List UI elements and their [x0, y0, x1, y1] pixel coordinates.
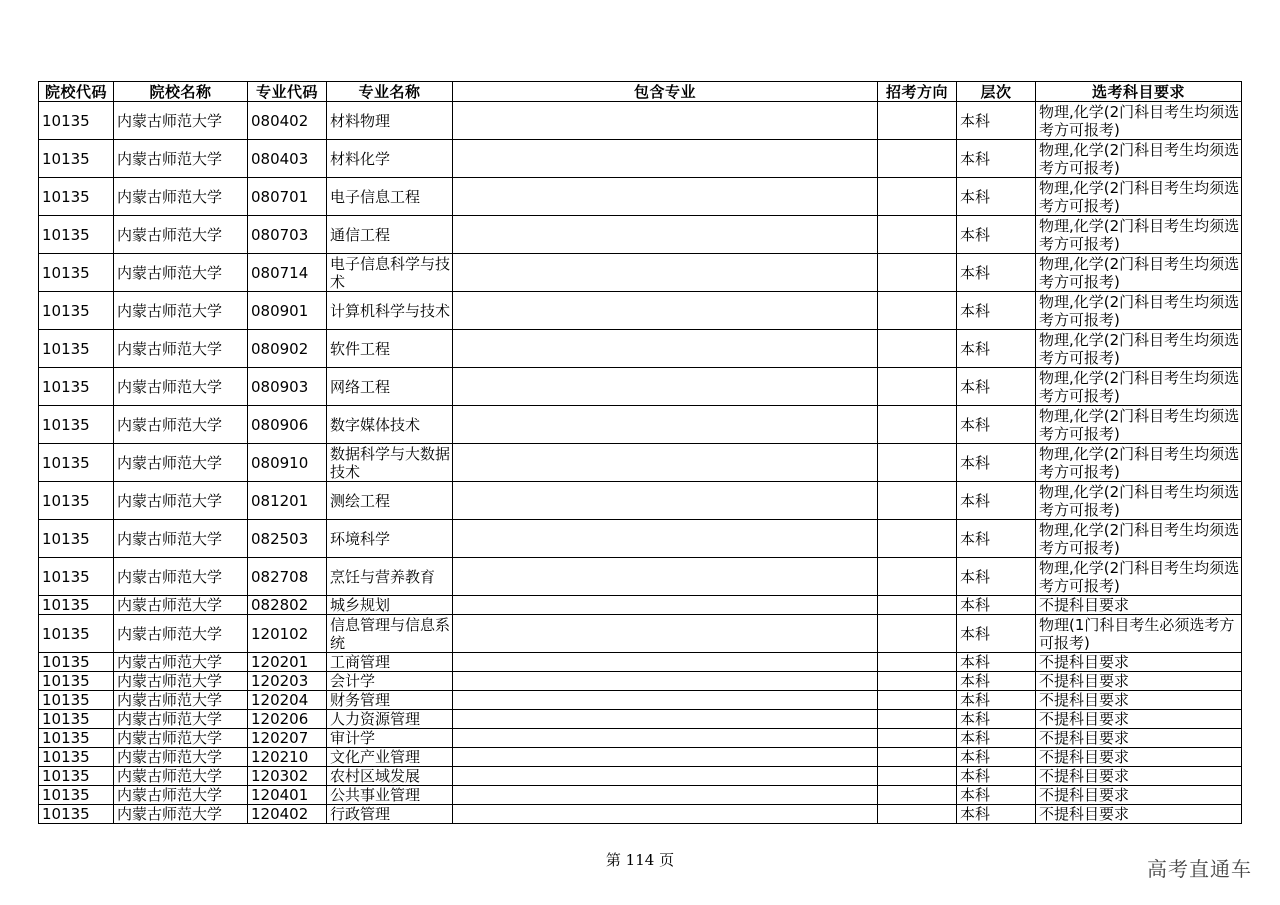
cell-direction	[878, 216, 957, 254]
cell-school-code: 10135	[39, 482, 114, 520]
header-school-name: 院校名称	[114, 82, 248, 102]
cell-subject-requirement: 物理,化学(2门科目考生均须选考方可报考)	[1036, 178, 1242, 216]
cell-subject-requirement: 物理,化学(2门科目考生均须选考方可报考)	[1036, 102, 1242, 140]
cell-major-name: 公共事业管理	[327, 786, 453, 805]
cell-school-name: 内蒙古师范大学	[114, 748, 248, 767]
cell-level: 本科	[957, 216, 1036, 254]
header-subject-requirement: 选考科目要求	[1036, 82, 1242, 102]
cell-school-name: 内蒙古师范大学	[114, 615, 248, 653]
cell-level: 本科	[957, 254, 1036, 292]
header-level: 层次	[957, 82, 1036, 102]
cell-major-name: 工商管理	[327, 653, 453, 672]
cell-school-name: 内蒙古师范大学	[114, 254, 248, 292]
cell-subject-requirement: 物理(1门科目考生必须选考方可报考)	[1036, 615, 1242, 653]
cell-direction	[878, 292, 957, 330]
cell-school-name: 内蒙古师范大学	[114, 102, 248, 140]
table-row	[39, 102, 1242, 140]
cell-school-code: 10135	[39, 292, 114, 330]
table-row	[39, 748, 1242, 767]
cell-direction	[878, 140, 957, 178]
cell-major-code: 120207	[248, 729, 327, 748]
cell-subject-requirement: 物理,化学(2门科目考生均须选考方可报考)	[1036, 482, 1242, 520]
cell-school-code: 10135	[39, 786, 114, 805]
cell-major-code: 080910	[248, 444, 327, 482]
cell-subject-requirement: 不提科目要求	[1036, 710, 1242, 729]
cell-subject-requirement: 物理,化学(2门科目考生均须选考方可报考)	[1036, 558, 1242, 596]
cell-school-code: 10135	[39, 615, 114, 653]
cell-school-code: 10135	[39, 805, 114, 824]
cell-school-code: 10135	[39, 710, 114, 729]
cell-direction	[878, 254, 957, 292]
cell-subject-requirement: 不提科目要求	[1036, 691, 1242, 710]
table-row	[39, 444, 1242, 482]
cell-major-name: 财务管理	[327, 691, 453, 710]
table-row	[39, 653, 1242, 672]
cell-major-code: 120203	[248, 672, 327, 691]
cell-level: 本科	[957, 672, 1036, 691]
cell-direction	[878, 615, 957, 653]
cell-subject-requirement: 物理,化学(2门科目考生均须选考方可报考)	[1036, 216, 1242, 254]
cell-subject-requirement: 物理,化学(2门科目考生均须选考方可报考)	[1036, 520, 1242, 558]
cell-major-code: 120204	[248, 691, 327, 710]
cell-direction	[878, 786, 957, 805]
cell-major-code: 120210	[248, 748, 327, 767]
cell-school-name: 内蒙古师范大学	[114, 406, 248, 444]
header-school-code: 院校代码	[39, 82, 114, 102]
cell-direction	[878, 558, 957, 596]
cell-major-code: 080701	[248, 178, 327, 216]
cell-level: 本科	[957, 710, 1036, 729]
cell-major-name: 审计学	[327, 729, 453, 748]
cell-included-majors	[453, 615, 878, 653]
cell-school-name: 内蒙古师范大学	[114, 520, 248, 558]
cell-direction	[878, 368, 957, 406]
cell-school-code: 10135	[39, 368, 114, 406]
cell-direction	[878, 805, 957, 824]
admission-table	[38, 81, 1242, 824]
cell-subject-requirement: 物理,化学(2门科目考生均须选考方可报考)	[1036, 330, 1242, 368]
cell-level: 本科	[957, 615, 1036, 653]
cell-major-code: 080714	[248, 254, 327, 292]
cell-major-name: 网络工程	[327, 368, 453, 406]
cell-school-code: 10135	[39, 254, 114, 292]
cell-included-majors	[453, 254, 878, 292]
cell-direction	[878, 691, 957, 710]
cell-direction	[878, 653, 957, 672]
watermark-logo-text: 高考直通车	[1147, 857, 1252, 881]
cell-school-name: 内蒙古师范大学	[114, 805, 248, 824]
cell-direction	[878, 330, 957, 368]
cell-major-name: 材料物理	[327, 102, 453, 140]
cell-included-majors	[453, 406, 878, 444]
cell-included-majors	[453, 520, 878, 558]
table-row	[39, 140, 1242, 178]
cell-included-majors	[453, 292, 878, 330]
cell-major-code: 080901	[248, 292, 327, 330]
header-major-name: 专业名称	[327, 82, 453, 102]
cell-major-name: 电子信息工程	[327, 178, 453, 216]
cell-major-name: 材料化学	[327, 140, 453, 178]
cell-school-name: 内蒙古师范大学	[114, 691, 248, 710]
cell-major-name: 数字媒体技术	[327, 406, 453, 444]
cell-subject-requirement: 不提科目要求	[1036, 748, 1242, 767]
cell-level: 本科	[957, 178, 1036, 216]
table-row	[39, 330, 1242, 368]
cell-subject-requirement: 物理,化学(2门科目考生均须选考方可报考)	[1036, 406, 1242, 444]
table-row	[39, 368, 1242, 406]
table-row	[39, 615, 1242, 653]
cell-major-code: 120206	[248, 710, 327, 729]
cell-subject-requirement: 不提科目要求	[1036, 596, 1242, 615]
cell-school-name: 内蒙古师范大学	[114, 558, 248, 596]
table-row	[39, 596, 1242, 615]
table-row	[39, 482, 1242, 520]
cell-school-name: 内蒙古师范大学	[114, 672, 248, 691]
cell-major-code: 082708	[248, 558, 327, 596]
cell-subject-requirement: 不提科目要求	[1036, 729, 1242, 748]
cell-school-code: 10135	[39, 444, 114, 482]
table-row	[39, 672, 1242, 691]
cell-direction	[878, 596, 957, 615]
cell-major-code: 120102	[248, 615, 327, 653]
cell-included-majors	[453, 672, 878, 691]
cell-included-majors	[453, 653, 878, 672]
cell-school-name: 内蒙古师范大学	[114, 710, 248, 729]
cell-school-name: 内蒙古师范大学	[114, 767, 248, 786]
cell-major-name: 数据科学与大数据技术	[327, 444, 453, 482]
table-row	[39, 406, 1242, 444]
cell-school-code: 10135	[39, 178, 114, 216]
cell-included-majors	[453, 444, 878, 482]
cell-subject-requirement: 不提科目要求	[1036, 653, 1242, 672]
cell-included-majors	[453, 216, 878, 254]
cell-subject-requirement: 物理,化学(2门科目考生均须选考方可报考)	[1036, 140, 1242, 178]
cell-major-code: 080402	[248, 102, 327, 140]
cell-major-name: 通信工程	[327, 216, 453, 254]
table-body	[39, 102, 1242, 824]
cell-major-name: 行政管理	[327, 805, 453, 824]
cell-subject-requirement: 不提科目要求	[1036, 672, 1242, 691]
table-row	[39, 520, 1242, 558]
cell-major-code: 082802	[248, 596, 327, 615]
cell-level: 本科	[957, 786, 1036, 805]
cell-school-code: 10135	[39, 102, 114, 140]
cell-direction	[878, 444, 957, 482]
cell-major-code: 080703	[248, 216, 327, 254]
cell-included-majors	[453, 596, 878, 615]
cell-school-code: 10135	[39, 520, 114, 558]
cell-level: 本科	[957, 406, 1036, 444]
cell-included-majors	[453, 330, 878, 368]
table-row	[39, 178, 1242, 216]
cell-school-name: 内蒙古师范大学	[114, 216, 248, 254]
cell-included-majors	[453, 729, 878, 748]
cell-major-code: 120302	[248, 767, 327, 786]
cell-included-majors	[453, 368, 878, 406]
cell-included-majors	[453, 786, 878, 805]
cell-major-name: 烹饪与营养教育	[327, 558, 453, 596]
cell-school-name: 内蒙古师范大学	[114, 653, 248, 672]
cell-school-name: 内蒙古师范大学	[114, 786, 248, 805]
table-row	[39, 710, 1242, 729]
cell-direction	[878, 767, 957, 786]
cell-direction	[878, 710, 957, 729]
cell-major-code: 080903	[248, 368, 327, 406]
cell-subject-requirement: 物理,化学(2门科目考生均须选考方可报考)	[1036, 292, 1242, 330]
cell-level: 本科	[957, 520, 1036, 558]
table-row	[39, 729, 1242, 748]
cell-included-majors	[453, 767, 878, 786]
cell-level: 本科	[957, 558, 1036, 596]
cell-direction	[878, 406, 957, 444]
cell-school-name: 内蒙古师范大学	[114, 178, 248, 216]
cell-included-majors	[453, 710, 878, 729]
cell-included-majors	[453, 805, 878, 824]
cell-school-name: 内蒙古师范大学	[114, 140, 248, 178]
cell-major-code: 080403	[248, 140, 327, 178]
page-number: 第 114 页	[605, 851, 675, 869]
cell-major-code: 082503	[248, 520, 327, 558]
cell-major-name: 信息管理与信息系统	[327, 615, 453, 653]
cell-major-code: 080906	[248, 406, 327, 444]
cell-school-name: 内蒙古师范大学	[114, 729, 248, 748]
cell-included-majors	[453, 140, 878, 178]
cell-major-name: 环境科学	[327, 520, 453, 558]
header-direction: 招考方向	[878, 82, 957, 102]
cell-school-code: 10135	[39, 691, 114, 710]
cell-major-code: 120201	[248, 653, 327, 672]
cell-school-code: 10135	[39, 216, 114, 254]
cell-major-name: 测绘工程	[327, 482, 453, 520]
table-row	[39, 691, 1242, 710]
table-row	[39, 786, 1242, 805]
cell-major-code: 120401	[248, 786, 327, 805]
cell-level: 本科	[957, 292, 1036, 330]
cell-school-name: 内蒙古师范大学	[114, 368, 248, 406]
cell-subject-requirement: 物理,化学(2门科目考生均须选考方可报考)	[1036, 444, 1242, 482]
cell-major-name: 计算机科学与技术	[327, 292, 453, 330]
cell-school-name: 内蒙古师范大学	[114, 482, 248, 520]
cell-included-majors	[453, 482, 878, 520]
cell-included-majors	[453, 102, 878, 140]
cell-major-name: 人力资源管理	[327, 710, 453, 729]
table-row	[39, 254, 1242, 292]
cell-level: 本科	[957, 368, 1036, 406]
cell-direction	[878, 729, 957, 748]
cell-school-code: 10135	[39, 558, 114, 596]
cell-direction	[878, 672, 957, 691]
cell-school-name: 内蒙古师范大学	[114, 596, 248, 615]
cell-level: 本科	[957, 330, 1036, 368]
cell-direction	[878, 748, 957, 767]
cell-direction	[878, 102, 957, 140]
cell-major-name: 软件工程	[327, 330, 453, 368]
cell-major-name: 电子信息科学与技术	[327, 254, 453, 292]
cell-level: 本科	[957, 805, 1036, 824]
cell-school-code: 10135	[39, 748, 114, 767]
header-major-code: 专业代码	[248, 82, 327, 102]
table-row	[39, 292, 1242, 330]
cell-included-majors	[453, 748, 878, 767]
header-included-majors: 包含专业	[453, 82, 878, 102]
cell-school-code: 10135	[39, 767, 114, 786]
cell-subject-requirement: 物理,化学(2门科目考生均须选考方可报考)	[1036, 254, 1242, 292]
cell-school-code: 10135	[39, 653, 114, 672]
cell-school-name: 内蒙古师范大学	[114, 330, 248, 368]
cell-school-name: 内蒙古师范大学	[114, 292, 248, 330]
cell-major-code: 120402	[248, 805, 327, 824]
cell-major-name: 城乡规划	[327, 596, 453, 615]
cell-direction	[878, 178, 957, 216]
cell-included-majors	[453, 178, 878, 216]
cell-level: 本科	[957, 596, 1036, 615]
table-row	[39, 216, 1242, 254]
cell-level: 本科	[957, 691, 1036, 710]
cell-major-name: 农村区域发展	[327, 767, 453, 786]
cell-direction	[878, 520, 957, 558]
cell-school-code: 10135	[39, 729, 114, 748]
cell-level: 本科	[957, 653, 1036, 672]
cell-level: 本科	[957, 767, 1036, 786]
cell-major-name: 文化产业管理	[327, 748, 453, 767]
cell-included-majors	[453, 558, 878, 596]
table-row	[39, 558, 1242, 596]
cell-major-code: 080902	[248, 330, 327, 368]
table-row	[39, 805, 1242, 824]
cell-school-name: 内蒙古师范大学	[114, 444, 248, 482]
cell-major-code: 081201	[248, 482, 327, 520]
cell-level: 本科	[957, 102, 1036, 140]
cell-level: 本科	[957, 729, 1036, 748]
cell-subject-requirement: 不提科目要求	[1036, 767, 1242, 786]
header-row	[39, 82, 1242, 102]
cell-school-code: 10135	[39, 406, 114, 444]
cell-school-code: 10135	[39, 672, 114, 691]
cell-subject-requirement: 物理,化学(2门科目考生均须选考方可报考)	[1036, 368, 1242, 406]
cell-subject-requirement: 不提科目要求	[1036, 786, 1242, 805]
cell-school-code: 10135	[39, 596, 114, 615]
cell-school-code: 10135	[39, 140, 114, 178]
cell-subject-requirement: 不提科目要求	[1036, 805, 1242, 824]
cell-level: 本科	[957, 444, 1036, 482]
cell-major-name: 会计学	[327, 672, 453, 691]
table-row	[39, 767, 1242, 786]
cell-level: 本科	[957, 482, 1036, 520]
cell-level: 本科	[957, 748, 1036, 767]
cell-level: 本科	[957, 140, 1036, 178]
cell-school-code: 10135	[39, 330, 114, 368]
cell-direction	[878, 482, 957, 520]
cell-included-majors	[453, 691, 878, 710]
